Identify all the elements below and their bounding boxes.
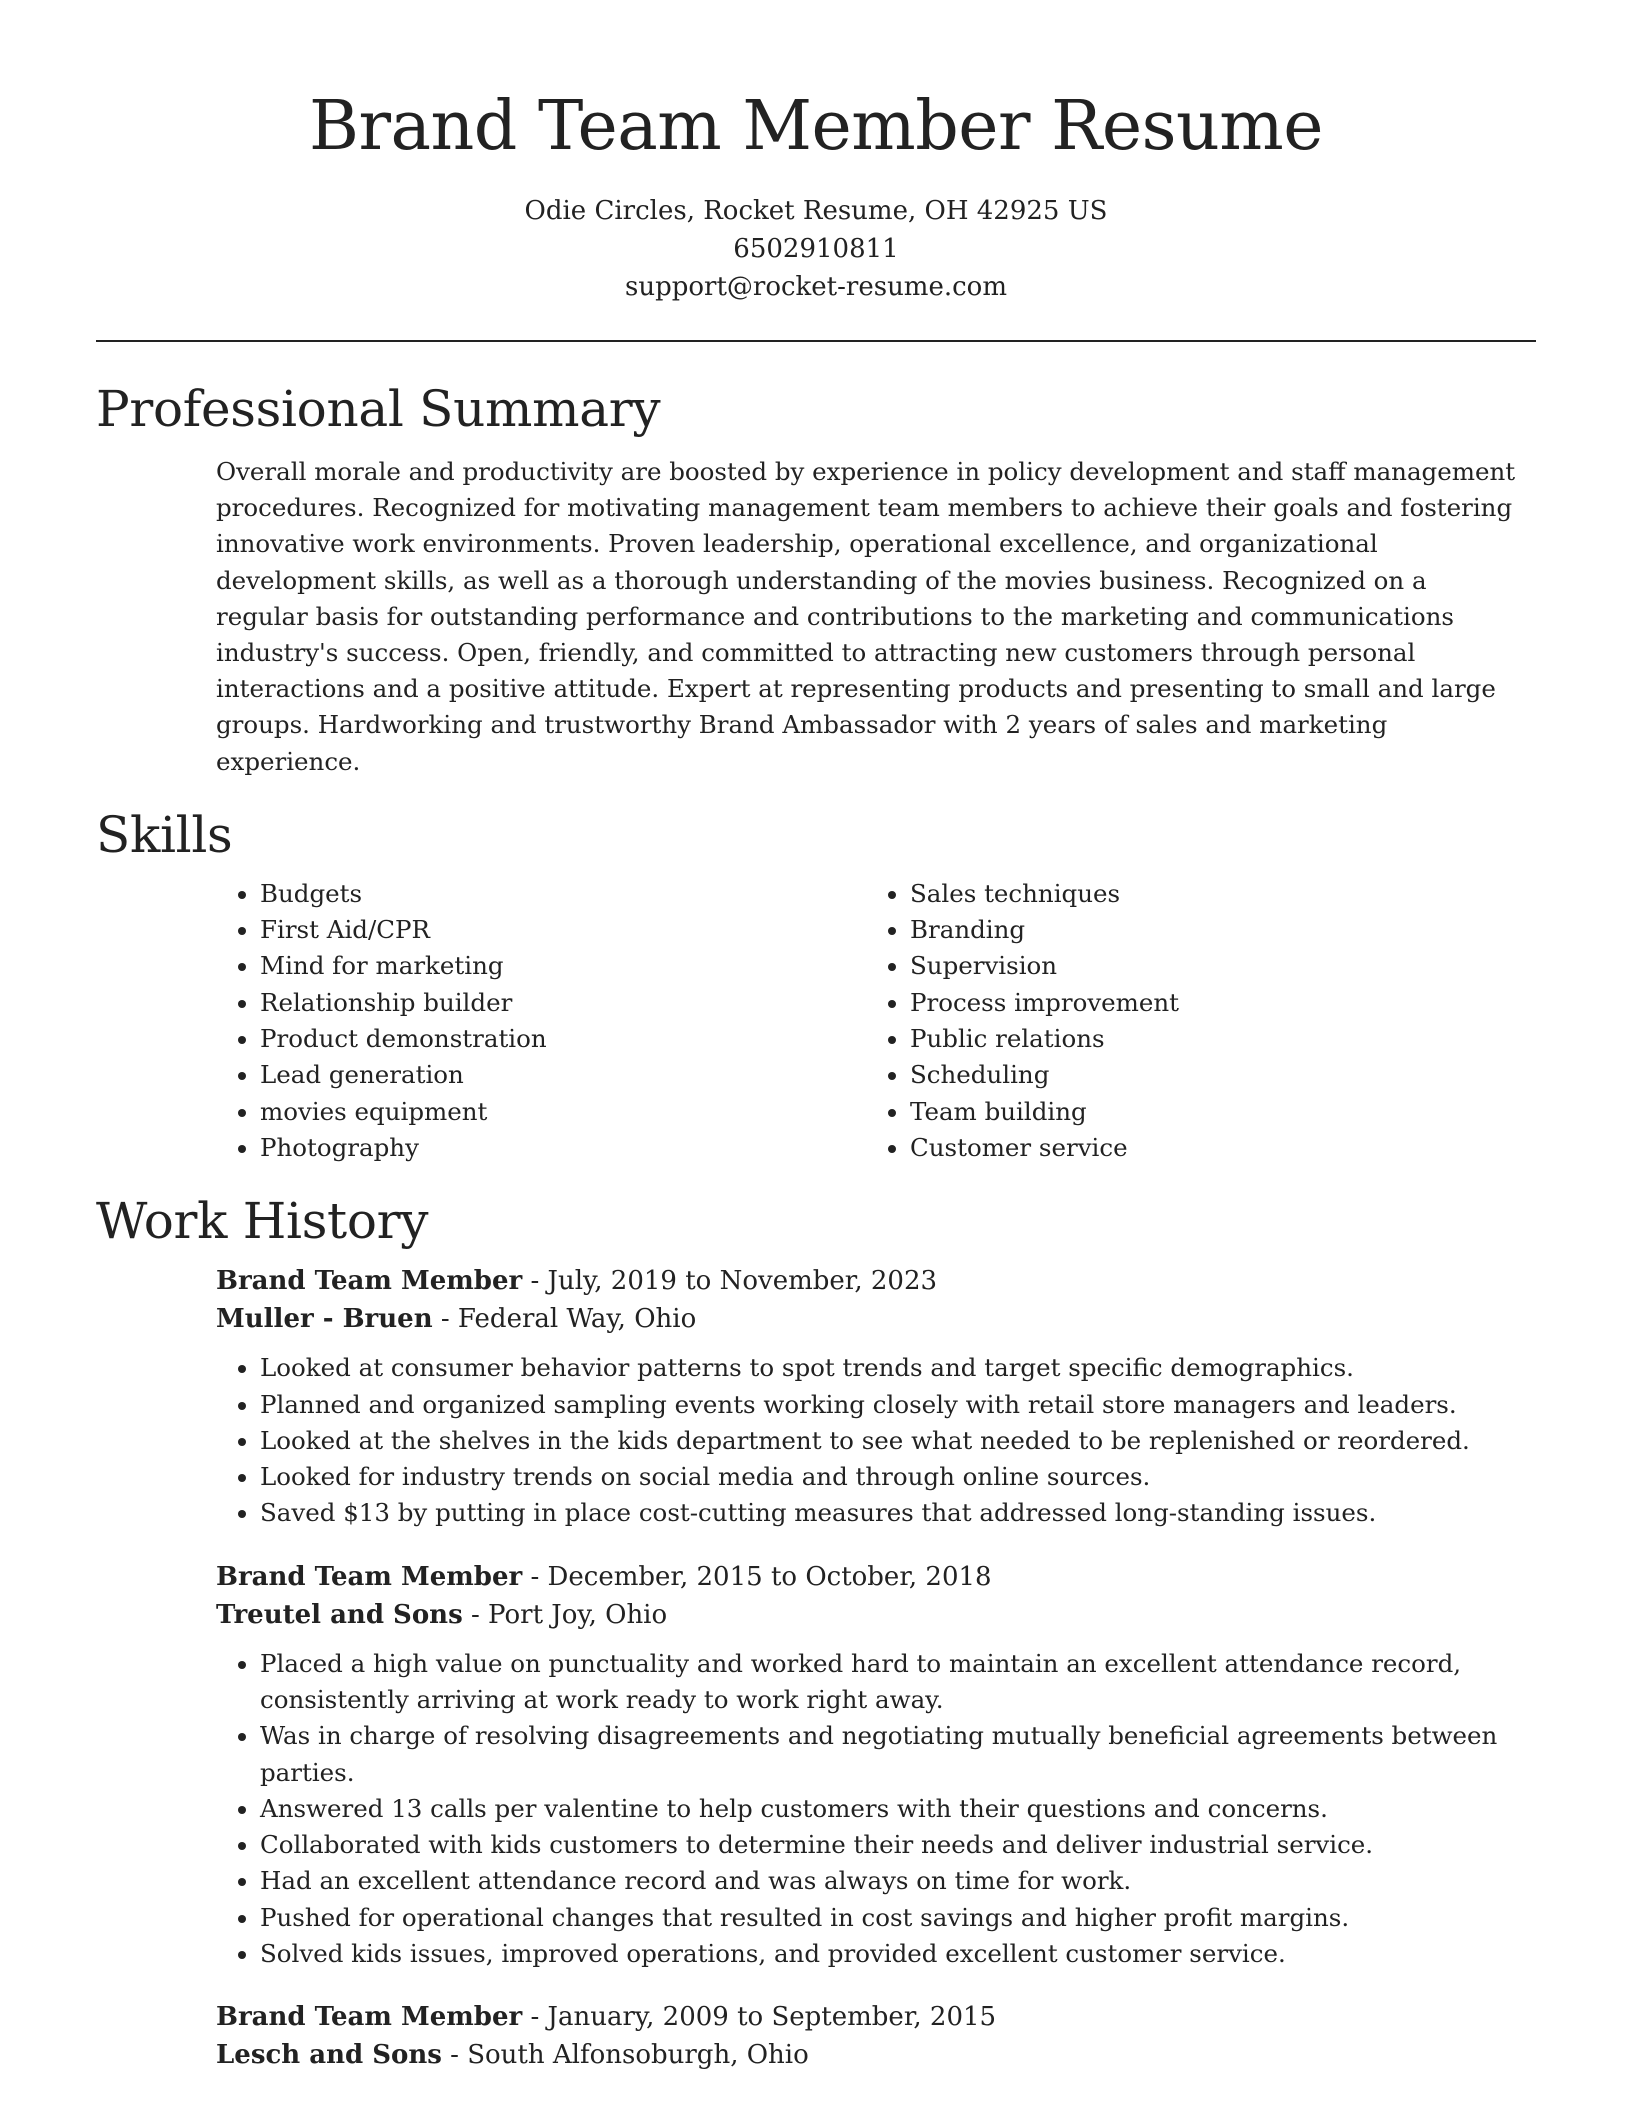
job-duties [216,1350,1540,1531]
skill-item: • Supervision [910,948,1516,984]
duty-item: • Collaborated with kids customers to determine their needs and deliver industrial service. [260,1827,1540,1863]
duty-item: • Placed a high value on punctuality and worked hard to maintain an excellent attendance record, consistently arriving at work ready to work right away. [260,1646,1540,1719]
job-location: - Federal Way, Ohio [432,1304,697,1335]
header-divider [96,340,1536,342]
duty-item: • Had an excellent attendance record and was always on time for work. [260,1863,1540,1899]
summary-text: Overall morale and productivity are boosted by experience in policy development and staff management procedures. Recognized for motivating management team members to achieve their goals and fostering innovative work environments. Proven leadership, operational excellence, and organizational development skills, as well as a thorough understanding of the movies business. Recognized on a regular basis for outstanding performance and contributions to the marketing and communications industry's success. Open, friendly, and committed to attracting new customers through personal interactions and a positive attitude. Expert at representing products and presenting to small and large groups. Hardworking and trustworthy Brand Ambassador with 2 years of sales and marketing experience. [216,457,1516,776]
resume-title: Brand Team Member Resume [308,87,1323,166]
skills-heading: Skills [96,805,233,864]
skill-item: • Photography [260,1130,866,1166]
job-dates: - January, 2009 to September, 2015 [522,2002,997,2033]
job-location: - Port Joy, Ohio [462,1599,668,1630]
skill-item: • Budgets [260,876,866,912]
work-history-heading: Work History [96,1192,429,1251]
job-company-line [216,1300,1536,1338]
skill-item: • Customer service [910,1130,1516,1166]
duty-item: • Solved kids issues, improved operations, and provided excellent customer service. [260,1936,1540,1972]
skill-item: • Scheduling [910,1057,1516,1093]
skill-item: • movies equipment [260,1094,866,1130]
skill-item: • Team building [910,1094,1516,1130]
resume-header [96,0,1536,306]
address: Odie Circles, Rocket Resume, OH 42925 US [524,196,1108,226]
job-company-line [216,2036,1536,2074]
duty-item: • Saved $13 by putting in place cost-cutting measures that addressed long-standing issues. [260,1495,1540,1531]
job-title-line [216,1262,1536,1300]
contact-info [96,192,1536,306]
job-company: Lesch and Sons [216,2040,442,2071]
duty-item: • Was in charge of resolving disagreements and negotiating mutually beneficial agreements between parties. [260,1718,1540,1791]
skill-item: • Public relations [910,1021,1516,1057]
skill-item: • Lead generation [260,1057,866,1093]
skills-column-right [866,876,1516,1166]
job-role: Brand Team Member [216,2002,523,2033]
duty-item: • Answered 13 calls per valentine to help customers with their questions and concerns. [260,1791,1540,1827]
skills-list [216,876,1536,1166]
job-company-line [216,1596,1536,1634]
job-dates: - July, 2019 to November, 2023 [522,1266,938,1297]
summary-heading: Professional Summary [96,380,661,438]
email: support@rocket-resume.com [624,272,1007,302]
job-role: Brand Team Member [216,1266,523,1297]
job-role: Brand Team Member [216,1561,523,1592]
phone: 6502910811 [733,234,899,264]
duty-item: • Planned and organized sampling events working closely with retail store managers and leaders. [260,1387,1540,1423]
job-title-line [216,1558,1536,1596]
skill-item: • First Aid/CPR [260,912,866,948]
skills-column-left [216,876,866,1166]
skill-item: • Branding [910,912,1516,948]
job-duties [216,1646,1540,1973]
skill-item: • Process improvement [910,985,1516,1021]
duty-item: • Looked at consumer behavior patterns to spot trends and target specific demographics. [260,1350,1540,1386]
job-entry [216,1558,1536,1973]
job-entry [216,1262,1536,1531]
resume-page [96,0,1536,2074]
duty-item: • Looked at the shelves in the kids department to see what needed to be replenished or reordered. [260,1423,1540,1459]
duty-item: • Pushed for operational changes that resulted in cost savings and higher profit margins. [260,1900,1540,1936]
skill-item: • Product demonstration [260,1021,866,1057]
skill-item: • Relationship builder [260,985,866,1021]
job-company: Treutel and Sons [216,1599,463,1630]
duty-item: • Looked for industry trends on social media and through online sources. [260,1459,1540,1495]
job-location: - South Alfonsoburgh, Ohio [441,2040,809,2071]
job-title-line [216,1998,1536,2036]
job-entry [216,1998,1536,2074]
skill-item: • Sales techniques [910,876,1516,912]
job-dates: - December, 2015 to October, 2018 [522,1561,992,1592]
skill-item: • Mind for marketing [260,948,866,984]
job-company: Muller - Bruen [216,1304,433,1335]
